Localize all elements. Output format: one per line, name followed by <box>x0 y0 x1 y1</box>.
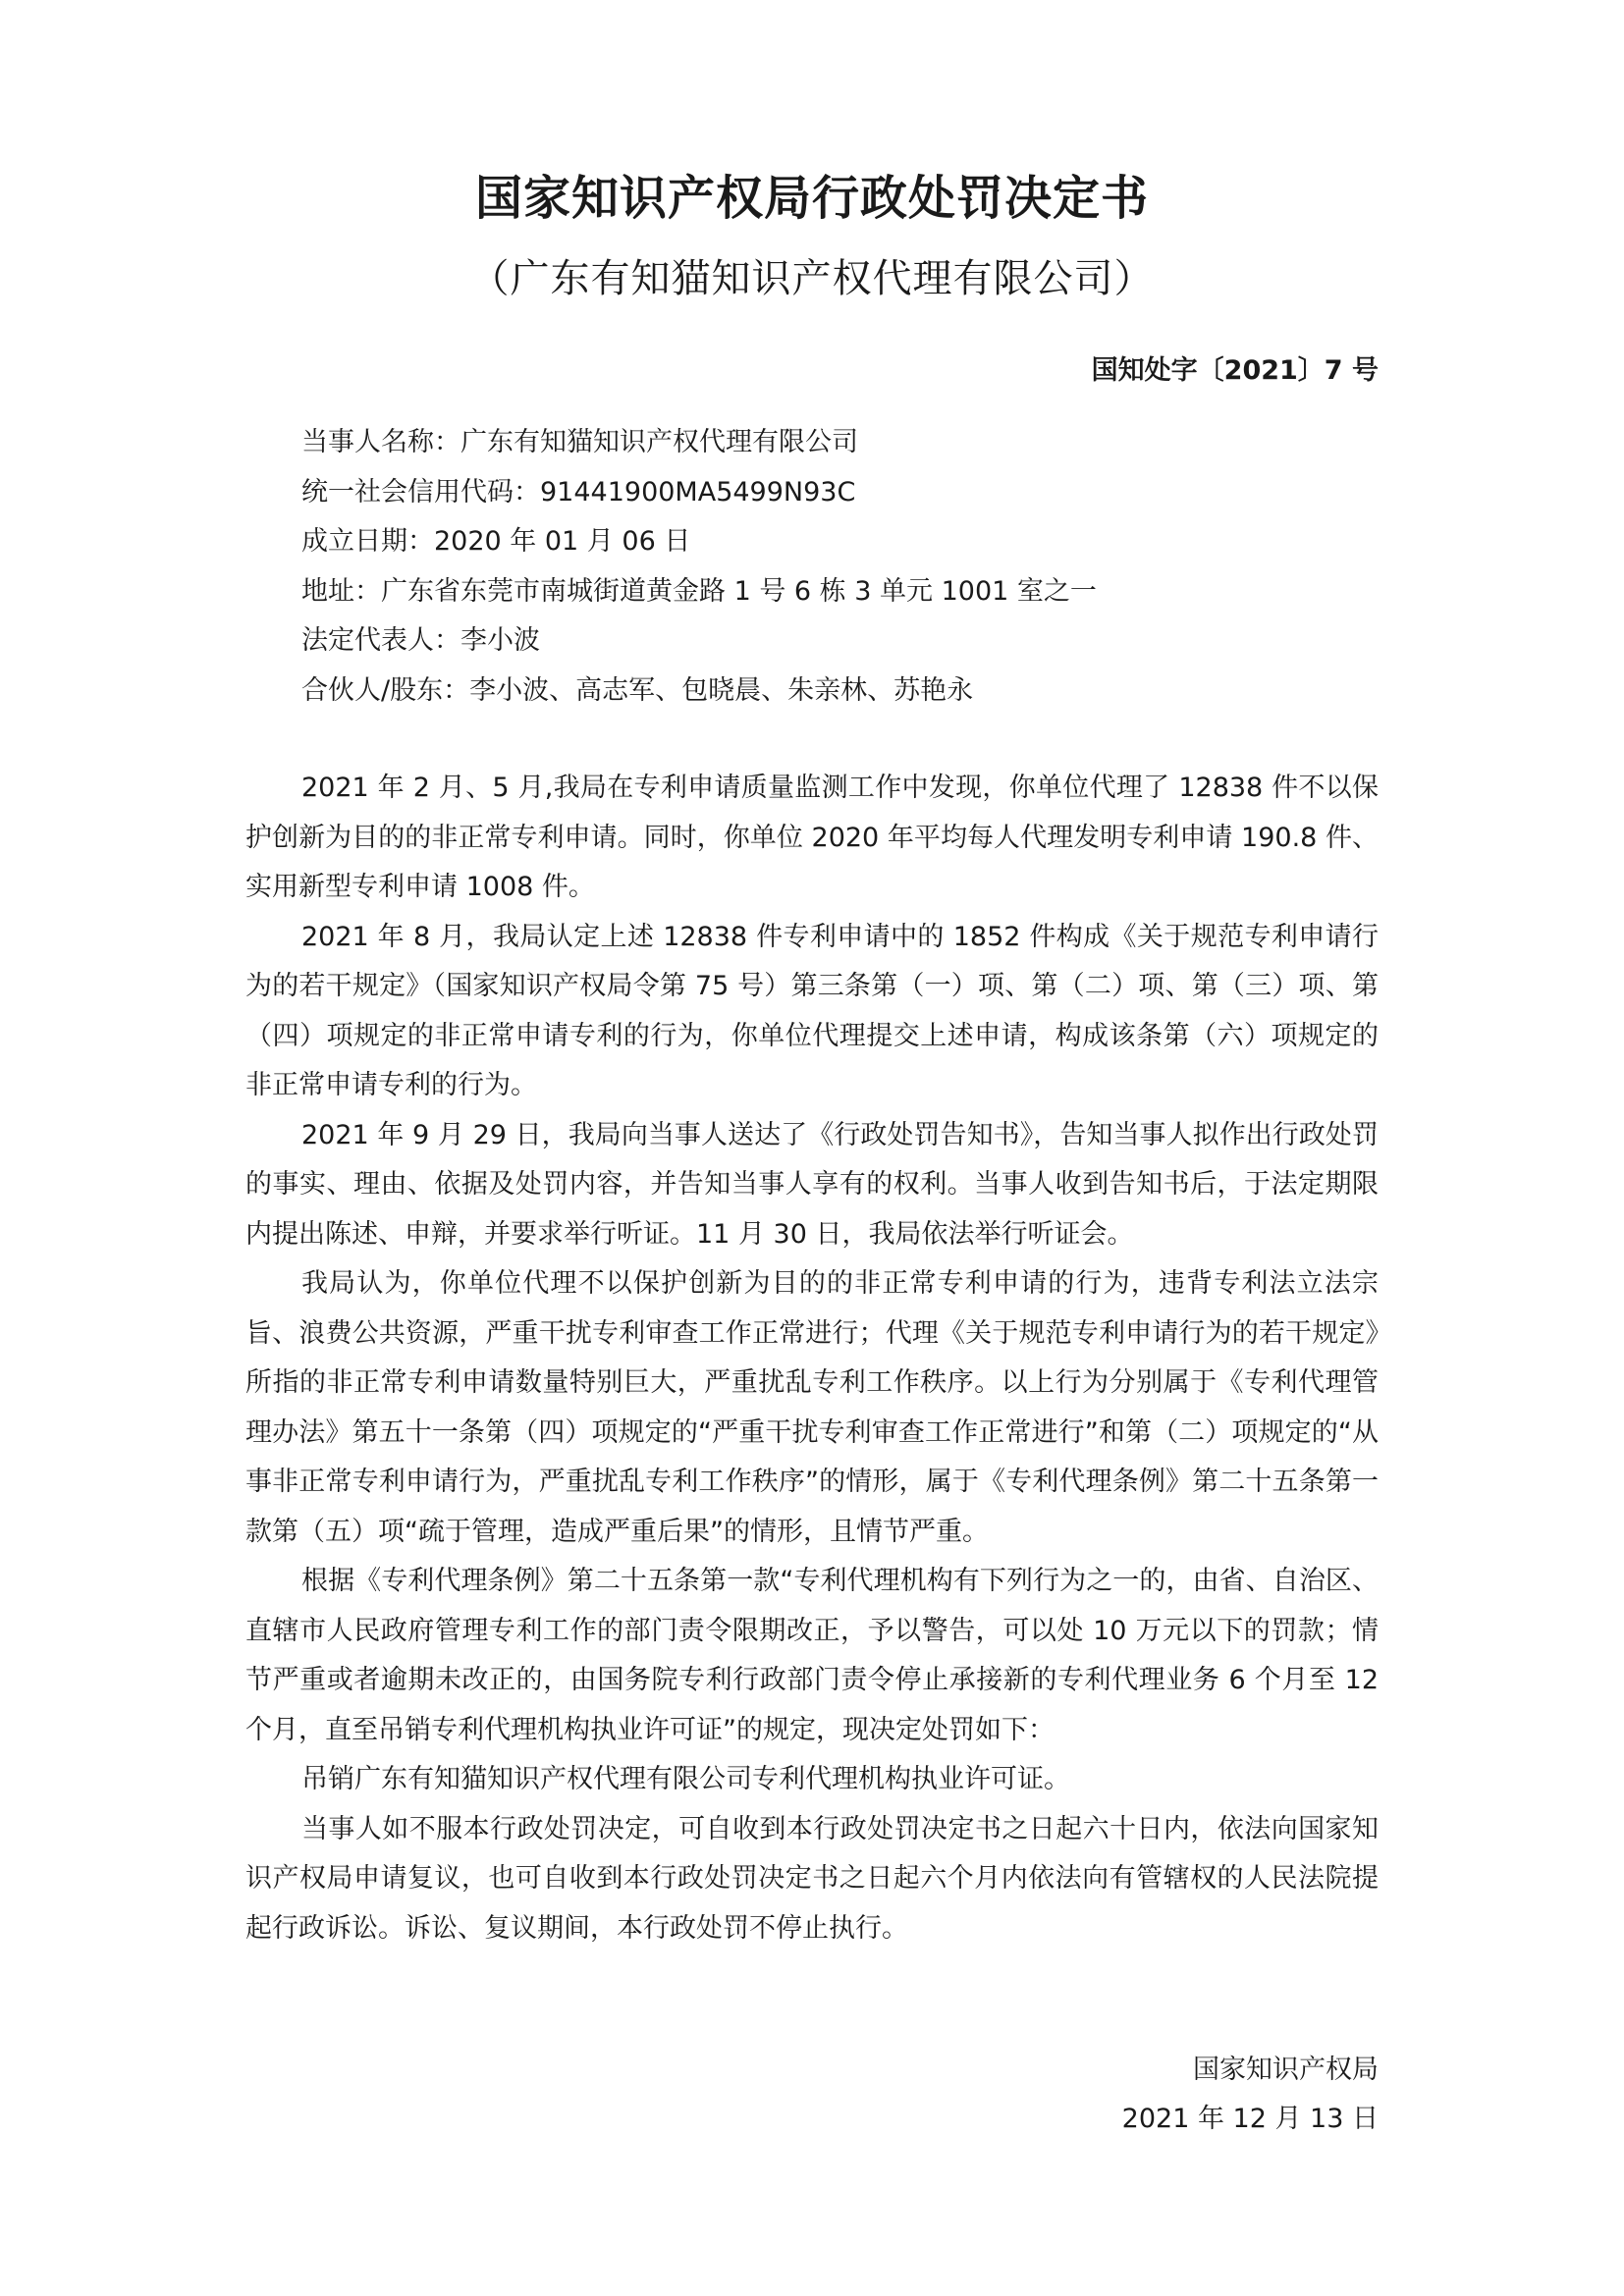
partners-shareholders: 合伙人/股东：李小波、高志军、包晓晨、朱亲林、苏艳永 <box>301 674 974 706</box>
document-title: 国家知识产权局行政处罚决定书 <box>474 171 1149 226</box>
issuer-name: 国家知识产权局 <box>1193 2055 1379 2085</box>
party-name: 当事人名称：广东有知猫知识产权代理有限公司 <box>301 427 858 457</box>
document-subtitle: （广东有知猫知识产权代理有限公司） <box>469 256 1155 301</box>
credit-code: 统一社会信用代码：91441900MA5499N93C <box>301 476 856 507</box>
address: 地址：广东省东莞市南城街道黄金路 1 号 6 栋 3 单元 1001 室之一 <box>301 575 1097 607</box>
issue-date: 2021 年 12 月 13 日 <box>1121 2104 1379 2134</box>
paragraph-opinion: 我局认为，你单位代理不以保护创新为目的的非正常专利申请的行为，违背专利法立法宗旨、浪费公共资源，严重干扰专利审查工作正常进行；代理《关于规范专利申请行为的若干规定》所指的非正常专利申请数量特别巨大，严重扰乱专利工作秩序。以上行为分别属于《专利代理管理办法》第五十一条第（四）项规定的“严重干扰专利审查工作正常进行”和第（二）项规定的“从事非正常专利申请行为，严重扰乱专利工作秩序”的情形，属于《专利代理条例》第二十五条第一款第（五）项“疏于管理，造成严重后果”的情形，且情节严重。 <box>245 1268 1379 1547</box>
established-date: 成立日期：2020 年 01 月 06 日 <box>301 526 691 557</box>
document-number: 国知处字〔2021〕7 号 <box>1091 355 1379 386</box>
party-info-block <box>301 418 1401 716</box>
paragraph-decision: 吊销广东有知猫知识产权代理有限公司专利代理机构执业许可证。 <box>301 1764 1070 1794</box>
signature-block <box>1122 2046 1379 2144</box>
paragraph-appeal-rights: 当事人如不服本行政处罚决定，可自收到本行政处罚决定书之日起六十日内，依法向国家知识产权局申请复议，也可自收到本行政处罚决定书之日起六个月内依法向有管辖权的人民法院提起行政诉讼。诉讼、复议期间，本行政处罚不停止执行。 <box>245 1813 1379 1944</box>
paragraph-legal-basis: 根据《专利代理条例》第二十五条第一款“专利代理机构有下列行为之一的，由省、自治区、直辖市人民政府管理专利工作的部门责令限期改正，予以警告，可以处 10 万元以下的罚款；情节严重或者逾期未改正的，由国务院专利行政部门责令停止承接新的专利代理业务 6 个月至 12 个月，直至吊销专利代理机构执业许可证”的规定，现决定处罚如下： <box>245 1566 1379 1745</box>
paragraph-notice-hearing: 2021 年 9 月 29 日，我局向当事人送达了《行政处罚告知书》，告知当事人拟作出行政处罚的事实、理由、依据及处罚内容，并告知当事人享有的权利。当事人收到告知书后，于法定期限内提出陈述、申辩，并要求举行听证。11 月 30 日，我局依法举行听证会。 <box>245 1119 1379 1250</box>
document-body <box>245 764 1379 1953</box>
paragraph-determination: 2021 年 8 月，我局认定上述 12838 件专利申请中的 1852 件构成《关于规范专利申请行为的若干规定》（国家知识产权局令第 75 号）第三条第（一）项、第（二）项、第（三）项、第（四）项规定的非正常申请专利的行为，你单位代理提交上述申请，构成该条第（六）项规定的非正常申请专利的行为。 <box>245 921 1379 1100</box>
paragraph-findings: 2021 年 2 月、5 月,我局在专利申请质量监测工作中发现，你单位代理了 12838 件不以保护创新为目的的非正常专利申请。同时，你单位 2020 年平均每人代理发明专利申请 190.8 件、实用新型专利申请 1008 件。 <box>245 773 1379 902</box>
legal-representative: 法定代表人：李小波 <box>301 625 540 656</box>
